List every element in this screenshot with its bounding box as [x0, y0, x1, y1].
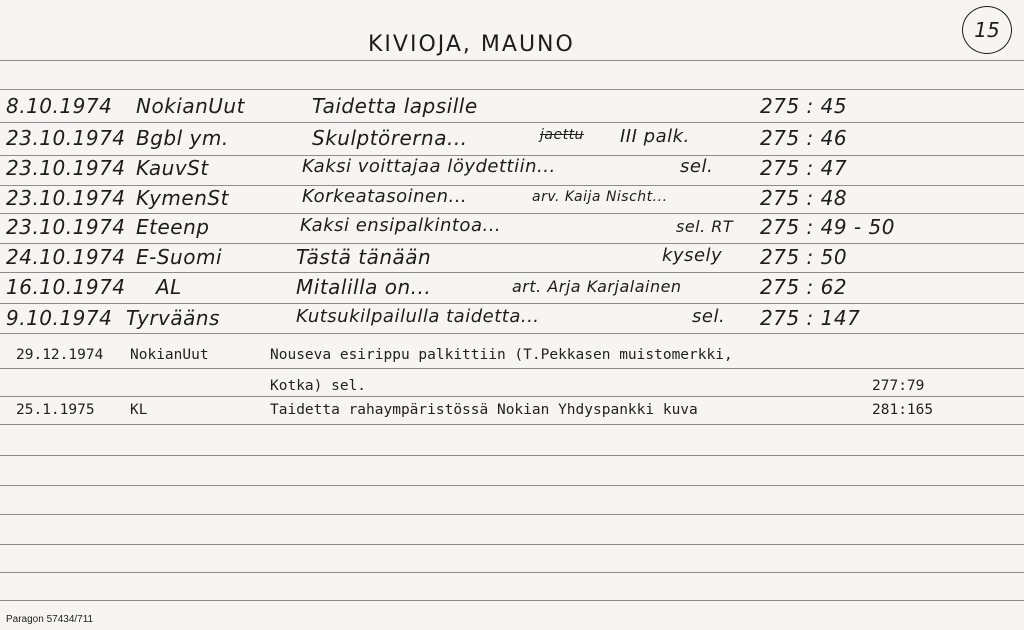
typed-entry-date: 29.12.1974 [16, 347, 104, 363]
typed-entry-source: KL [130, 402, 148, 418]
rule-line [0, 243, 1024, 244]
typed-entry-ref: 281:165 [872, 402, 934, 418]
entry-title: Tästä tänään [296, 245, 432, 269]
rule-line [0, 514, 1024, 515]
entry-note: art. Arja Karjalainen [512, 277, 682, 296]
entry-date: 23.10.1974 [6, 186, 126, 210]
entry-source: KauvSt [136, 156, 209, 180]
rule-line [0, 485, 1024, 486]
entry-source: KymenSt [136, 186, 229, 210]
rule-line [0, 60, 1024, 61]
rule-line [0, 122, 1024, 123]
entry-date: 16.10.1974 [6, 275, 126, 299]
struck-word: jaettu [540, 127, 584, 143]
entry-source: AL [156, 275, 182, 299]
rule-line [0, 272, 1024, 273]
rule-line [0, 600, 1024, 601]
rule-line [0, 368, 1024, 369]
typed-entry-text: Taidetta rahaympäristössä Nokian Yhdyspankki kuva [270, 402, 698, 418]
entry-ref: 275 : 45 [760, 94, 848, 118]
entry-ref: 275 : 147 [760, 306, 861, 330]
entry-note: sel. [692, 306, 726, 327]
entry-date: 23.10.1974 [6, 215, 126, 239]
rule-line [0, 303, 1024, 304]
entry-source: E-Suomi [136, 245, 222, 269]
entry-source: Eteenp [136, 215, 210, 239]
rule-line [0, 333, 1024, 334]
entry-title: Korkeatasoinen... [302, 186, 468, 207]
entry-note: sel. RT [676, 217, 734, 236]
card-title: KIVIOJA, MAUNO [368, 32, 575, 57]
rule-line [0, 455, 1024, 456]
entry-date: 9.10.1974 [6, 306, 113, 330]
entry-title: Kutsukilpailulla taidetta... [296, 306, 540, 327]
typed-entry-source: NokianUut [130, 347, 209, 363]
entry-title: Kaksi voittajaa löydettiin... [302, 156, 556, 177]
entry-ref: 275 : 46 [760, 126, 848, 150]
rule-line [0, 544, 1024, 545]
typed-entry-text-cont: Kotka) sel. [270, 378, 367, 394]
entry-ref: 275 : 47 [760, 156, 848, 180]
entry-date: 23.10.1974 [6, 156, 126, 180]
typed-entry-date: 25.1.1975 [16, 402, 95, 418]
entry-date: 8.10.1974 [6, 94, 113, 118]
rule-line [0, 213, 1024, 214]
entry-source: Bgbl ym. [136, 126, 229, 150]
entry-note: III palk. [620, 126, 690, 147]
entry-source: Tyrvääns [126, 306, 220, 330]
rule-line [0, 424, 1024, 425]
entry-title: Kaksi ensipalkintoa... [300, 215, 502, 236]
rule-line [0, 89, 1024, 90]
entry-note: kysely [662, 245, 723, 266]
entry-ref: 275 : 62 [760, 275, 848, 299]
entry-note: sel. [680, 156, 714, 177]
entry-title: Taidetta lapsille [312, 94, 478, 118]
card-number: 15 [974, 18, 1000, 42]
entry-ref: 275 : 50 [760, 245, 848, 269]
typed-entry-text: Nouseva esirippu palkittiin (T.Pekkasen muistomerkki, [270, 347, 733, 363]
entry-date: 23.10.1974 [6, 126, 126, 150]
entry-ref: 275 : 48 [760, 186, 848, 210]
rule-line [0, 572, 1024, 573]
typed-entry-ref: 277:79 [872, 378, 925, 394]
entry-note: arv. Kaija Nischt... [532, 189, 668, 205]
entry-title: Mitalilla on... [296, 275, 432, 299]
card-number-circle [962, 6, 1012, 54]
entry-title: Skulptörerna... [312, 126, 468, 150]
rule-line [0, 396, 1024, 397]
card-footer: Paragon 57434/711 [6, 614, 94, 625]
entry-ref: 275 : 49 - 50 [760, 215, 895, 239]
entry-source: NokianUut [136, 94, 245, 118]
entry-date: 24.10.1974 [6, 245, 126, 269]
